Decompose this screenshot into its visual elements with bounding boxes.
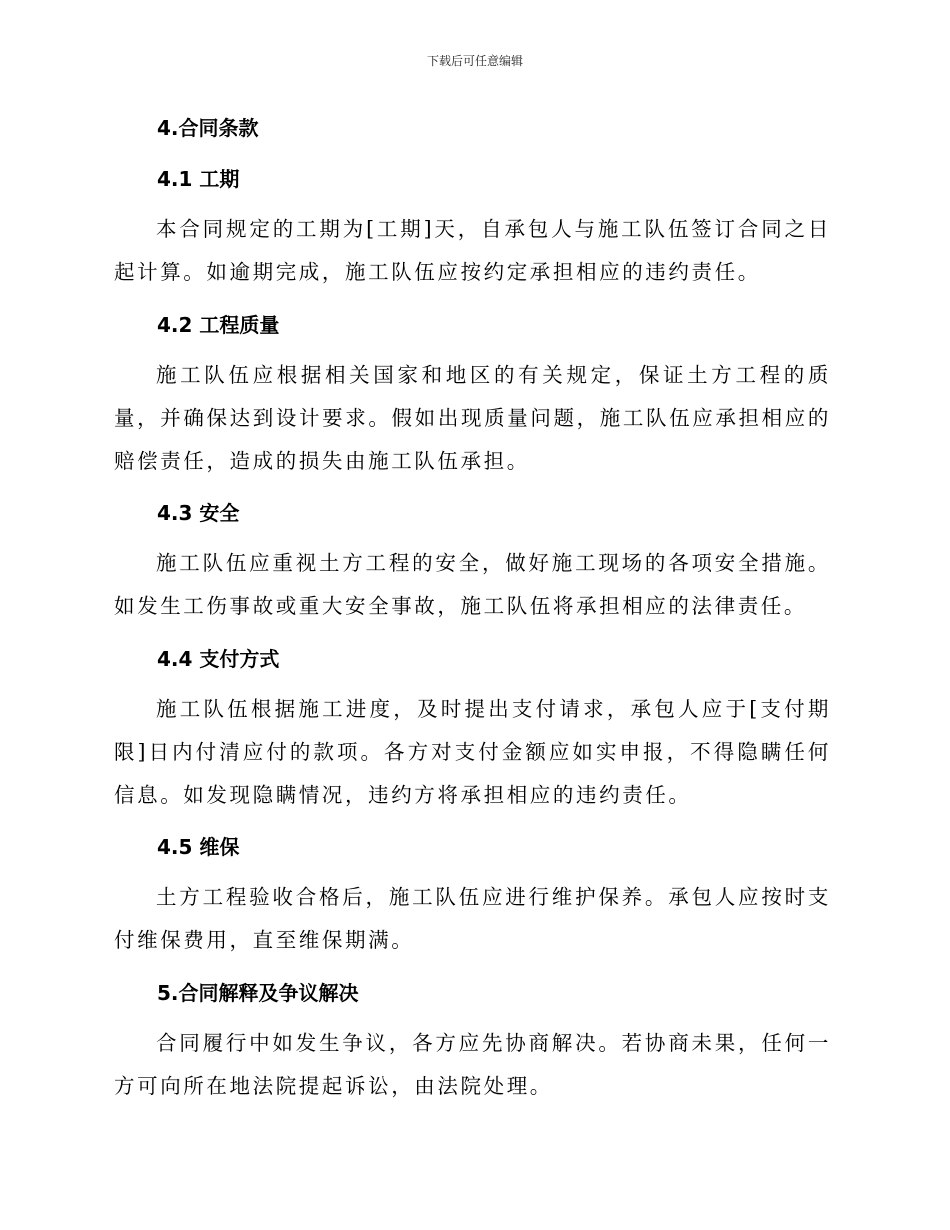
paragraph-5: 合同履行中如发生争议，各方应先协商解决。若协商未果，任何一方可向所在地法院提起诉讼，由法院处理。 bbox=[114, 1031, 831, 1098]
paragraph-4-5: 土方工程验收合格后，施工队伍应进行维护保养。承包人应按时支付维保费用，直至维保期满。 bbox=[114, 885, 831, 952]
section-heading-4-2: 4.2 工程质量 bbox=[157, 313, 280, 337]
section-heading-4-5: 4.5 维保 bbox=[157, 835, 240, 859]
header-note: 下载后可任意编辑 bbox=[426, 54, 523, 68]
section-heading-4-3: 4.3 安全 bbox=[157, 501, 240, 525]
section-heading-4-1: 4.1 工期 bbox=[157, 167, 240, 191]
paragraph-4-4: 施工队伍根据施工进度，及时提出支付请求，承包人应于[支付期限]日内付清应付的款项。各方对支付金额应如实申报，不得隐瞒任何信息。如发现隐瞒情况，违约方将承担相应的违约责任。 bbox=[114, 697, 831, 807]
paragraph-4-3: 施工队伍应重视土方工程的安全，做好施工现场的各项安全措施。如发生工伤事故或重大安全事故，施工队伍将承担相应的法律责任。 bbox=[114, 551, 831, 618]
paragraph-4-2: 施工队伍应根据相关国家和地区的有关规定，保证土方工程的质量，并确保达到设计要求。假如出现质量问题，施工队伍应承担相应的赔偿责任，造成的损失由施工队伍承担。 bbox=[114, 363, 831, 473]
section-heading-4-4: 4.4 支付方式 bbox=[157, 647, 280, 671]
paragraph-4-1: 本合同规定的工期为[工期]天，自承包人与施工队伍签订合同之日起计算。如逾期完成，施工队伍应按约定承担相应的违约责任。 bbox=[114, 217, 831, 284]
section-heading-4: 4.合同条款 bbox=[157, 116, 259, 140]
section-heading-5: 5.合同解释及争议解决 bbox=[157, 981, 359, 1005]
